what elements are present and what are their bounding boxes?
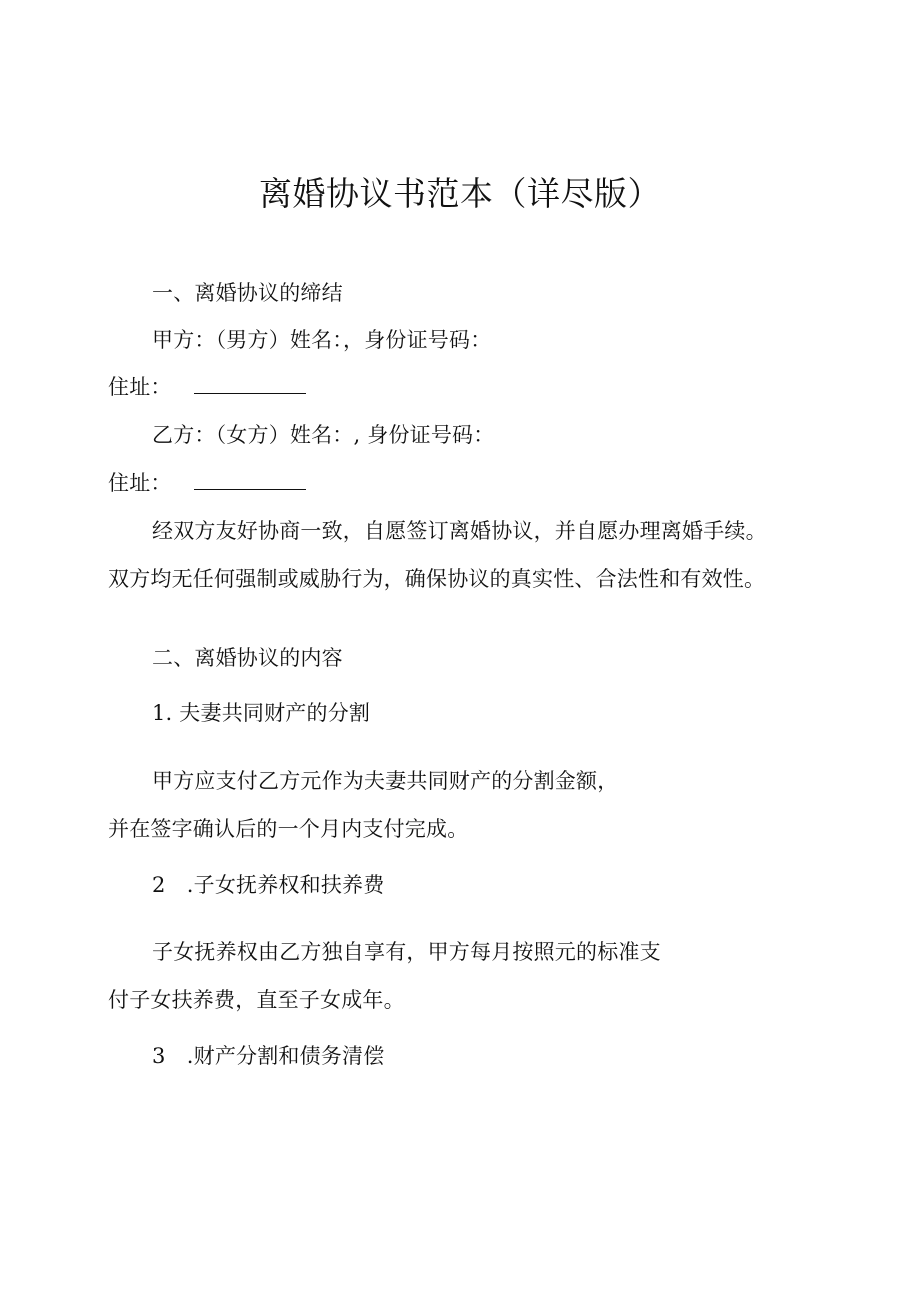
- item1-line2: 并在签字确认后的一个月内支付完成。: [108, 817, 469, 841]
- item1-line1: 甲方应支付乙方元作为夫妻共同财产的分割金额，: [152, 769, 619, 793]
- party-b-address-label: 住址：: [108, 471, 172, 495]
- section1-heading: 一、离婚协议的缔结: [152, 281, 343, 305]
- item2-line1: 子女抚养权由乙方独自享有，甲方每月按照元的标准支: [152, 940, 661, 964]
- party-b-address: [108, 468, 306, 498]
- item3-title: 3 .财产分割和债务清偿: [152, 1044, 385, 1068]
- document-title: 离婚协议书范本（详尽版）: [259, 174, 661, 213]
- party-b-address-blank: [194, 469, 306, 490]
- item2-title: 2 .子女抚养权和扶养费: [152, 873, 385, 897]
- party-a-line: 甲方：（男方）姓名：，身份证号码：: [152, 328, 492, 352]
- section1-paragraph-line1: 经双方友好协商一致，自愿签订离婚协议，并自愿办理离婚手续。: [152, 519, 767, 543]
- section1-paragraph-line2: 双方均无任何强制或威胁行为，确保协议的真实性、合法性和有效性。: [108, 567, 766, 591]
- party-a-address-blank: [194, 373, 306, 394]
- item2-line2: 付子女扶养费，直至子女成年。: [108, 988, 405, 1012]
- party-a-address-label: 住址：: [108, 375, 172, 399]
- party-b-line: 乙方：（女方）姓名：, 身份证号码：: [152, 423, 495, 447]
- item1-title: 1. 夫妻共同财产的分割: [152, 701, 371, 725]
- section2-heading: 二、离婚协议的内容: [152, 646, 343, 670]
- party-a-address: [108, 372, 306, 402]
